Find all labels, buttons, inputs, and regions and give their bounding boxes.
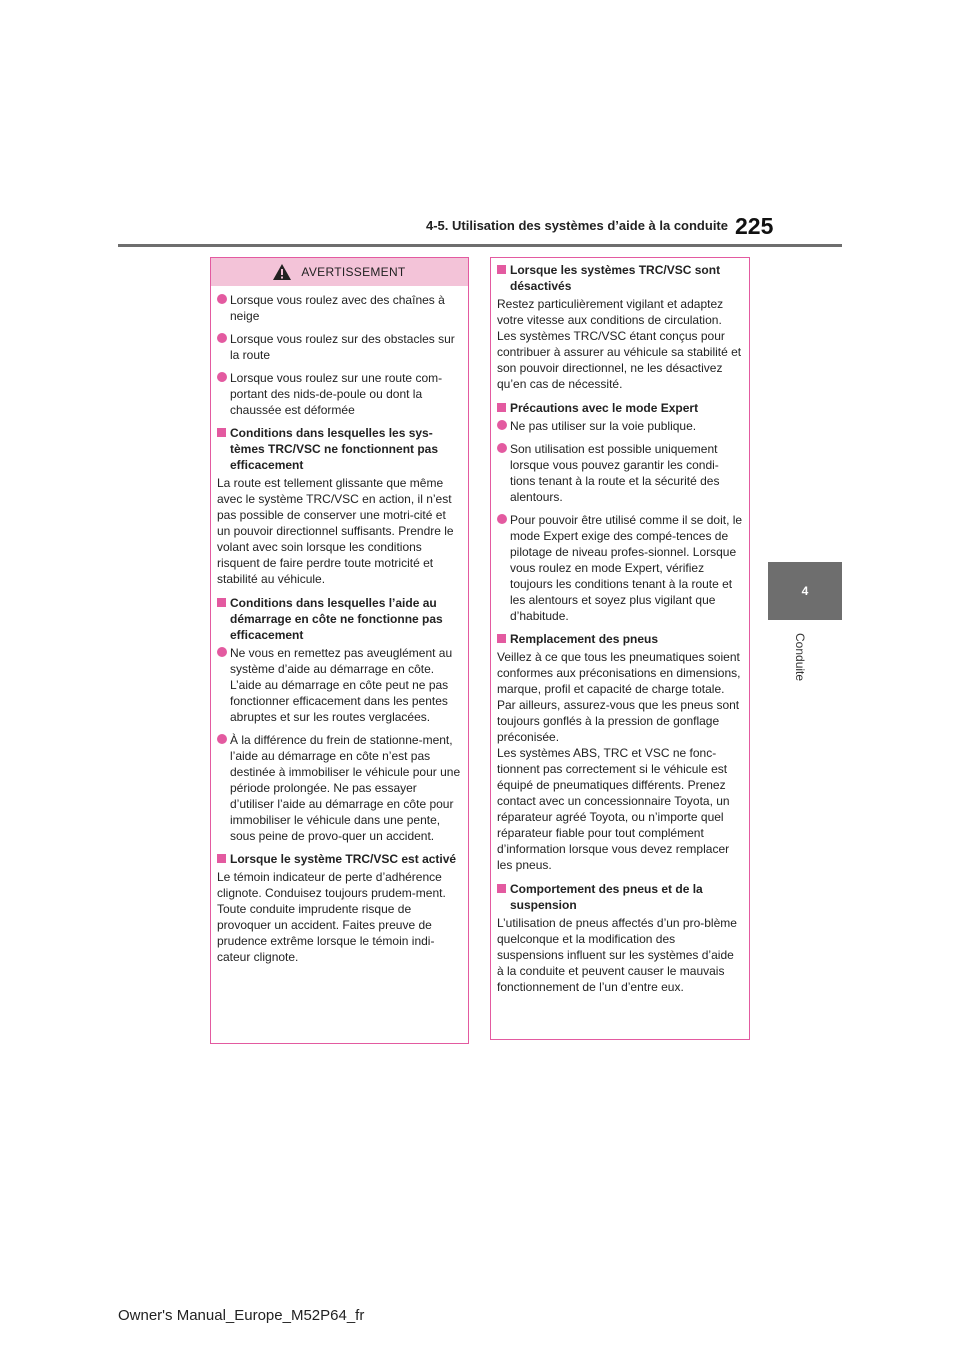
section-heading: Comportement des pneus et de la suspension — [497, 881, 743, 913]
bullet-dot-icon — [217, 333, 227, 343]
list-item: Ne pas utiliser sur la voie publique. — [497, 418, 743, 434]
chapter-label: Conduite — [793, 633, 807, 682]
heading-square-icon — [217, 598, 226, 607]
bullet-dot-icon — [497, 443, 507, 453]
heading-square-icon — [217, 428, 226, 437]
list-item: Ne vous en remettez pas aveuglément au système d’aide au démarrage en côte. L’aide au démarrage en côte peut ne pas fonctionner efficacement dans les pentes abruptes et sur les routes verglacées. — [217, 645, 462, 725]
bullet-dot-icon — [217, 734, 227, 744]
list-item: Lorsque vous roulez avec des chaînes à neige — [217, 292, 462, 324]
bullet-dot-icon — [217, 294, 227, 304]
chapter-number: 4 — [801, 584, 809, 598]
bullet-dot-icon — [497, 420, 507, 430]
warning-header — [211, 258, 468, 286]
bullet-dot-icon — [217, 372, 227, 382]
warning-box — [210, 257, 469, 1044]
bullet-dot-icon — [217, 647, 227, 657]
heading-square-icon — [497, 634, 506, 643]
header-divider — [118, 244, 842, 247]
section-title: 4-5. Utilisation des systèmes d’aide à la conduite — [426, 218, 728, 233]
paragraph: Les systèmes ABS, TRC et VSC ne fonc-tionnent pas correctement si le véhicule est équipé de pneumatiques différents. Prenez contact avec un concessionnaire Toyota, un réparateur agréé Toyota, ou n’importe quel réparateur fiable pour tout complément d’information lorsque vous devez remplacer les pneus. — [497, 746, 730, 872]
paragraph: Veillez à ce que tous les pneumatiques soient conformes aux préconisations en dimensions, marque, profil et capacité de charge totale. Par ailleurs, assurez-vous que les pneus sont toujours gonflés à la pression de gonflage préconisée. — [497, 650, 741, 744]
paragraph: Restez particulièrement vigilant et adaptez votre vitesse aux conditions de circulation. Les systèmes TRC/VSC étant conçus pour contribuer à assurer au véhicule sa stabilité et son pouvoir directionnel, ne les désactivez qu’en cas de nécessité. — [497, 297, 742, 391]
paragraph: Le témoin indicateur de perte d’adhérence clignote. Conduisez toujours prudem-ment. Toute conduite imprudente risque de provoquer un accident. Faites preuve de prudence extrême lorsque le témoin indi-cateur clignote. — [217, 870, 446, 964]
list-item: Lorsque vous roulez sur une route com-portant des nids-de-poule ou dont la chaussée est déformée — [217, 370, 462, 418]
heading-square-icon — [497, 265, 506, 274]
paragraph: La route est tellement glissante que même avec le système TRC/VSC en action, il n’est pas possible de conserver une motri-cité et un pouvoir directionnel suffisants. Prendre le volant avec soin lorsque les conditions risquent de faire perdre toute motricité et stabilité au véhicule. — [217, 476, 454, 586]
heading-square-icon — [217, 854, 226, 863]
bullet-dot-icon — [497, 514, 507, 524]
warning-label: AVERTISSEMENT — [301, 265, 406, 279]
list-item: Lorsque vous roulez sur des obstacles sur la route — [217, 331, 462, 363]
list-item: Pour pouvoir être utilisé comme il se doit, le mode Expert exige des compé-tences de pilotage de niveau profes-sionnel. Lorsque vous roulez en mode Expert, vérifiez toujours les conditions tenant à la route et les alentours et soyez plus vigilant que d’habitude. — [497, 512, 743, 624]
section-heading: Précautions avec le mode Expert — [497, 400, 743, 416]
paragraph: L’utilisation de pneus affectés d’un pro-blème quelconque et la modification des suspensions influent sur les systèmes d’aide à la conduite et peuvent causer le mauvais fonctionnement de l’un d’entre eux. — [497, 916, 737, 994]
warning-box-continued — [490, 257, 750, 1040]
section-heading: Lorsque les systèmes TRC/VSC sont désactivés — [497, 262, 743, 294]
heading-square-icon — [497, 403, 506, 412]
section-heading: Lorsque le système TRC/VSC est activé — [217, 851, 462, 867]
warning-triangle-icon — [273, 264, 291, 280]
section-heading: Conditions dans lesquelles l’aide au démarrage en côte ne fonctionne pas efficacement — [217, 595, 462, 643]
chapter-tab — [768, 562, 842, 620]
section-heading: Remplacement des pneus — [497, 631, 743, 647]
list-item: À la différence du frein de stationne-ment, l’aide au démarrage en côte n’est pas destinée à immobiliser le véhicule pour une période prolongée. Ne pas essayer d’utiliser l’aide au démarrage en côte pour immobiliser le véhicule dans une pente, sous peine de provo-quer un accident. — [217, 732, 462, 844]
list-item: Son utilisation est possible uniquement lorsque vous pouvez garantir les condi-tions tenant à la route et la sécurité des alentours. — [497, 441, 743, 505]
heading-square-icon — [497, 884, 506, 893]
section-heading: Conditions dans lesquelles les sys-tèmes TRC/VSC ne fonctionnent pas efficacement — [217, 425, 462, 473]
footer-manual-id: Owner's Manual_Europe_M52P64_fr — [118, 1307, 365, 1324]
page-number: 225 — [735, 213, 774, 239]
